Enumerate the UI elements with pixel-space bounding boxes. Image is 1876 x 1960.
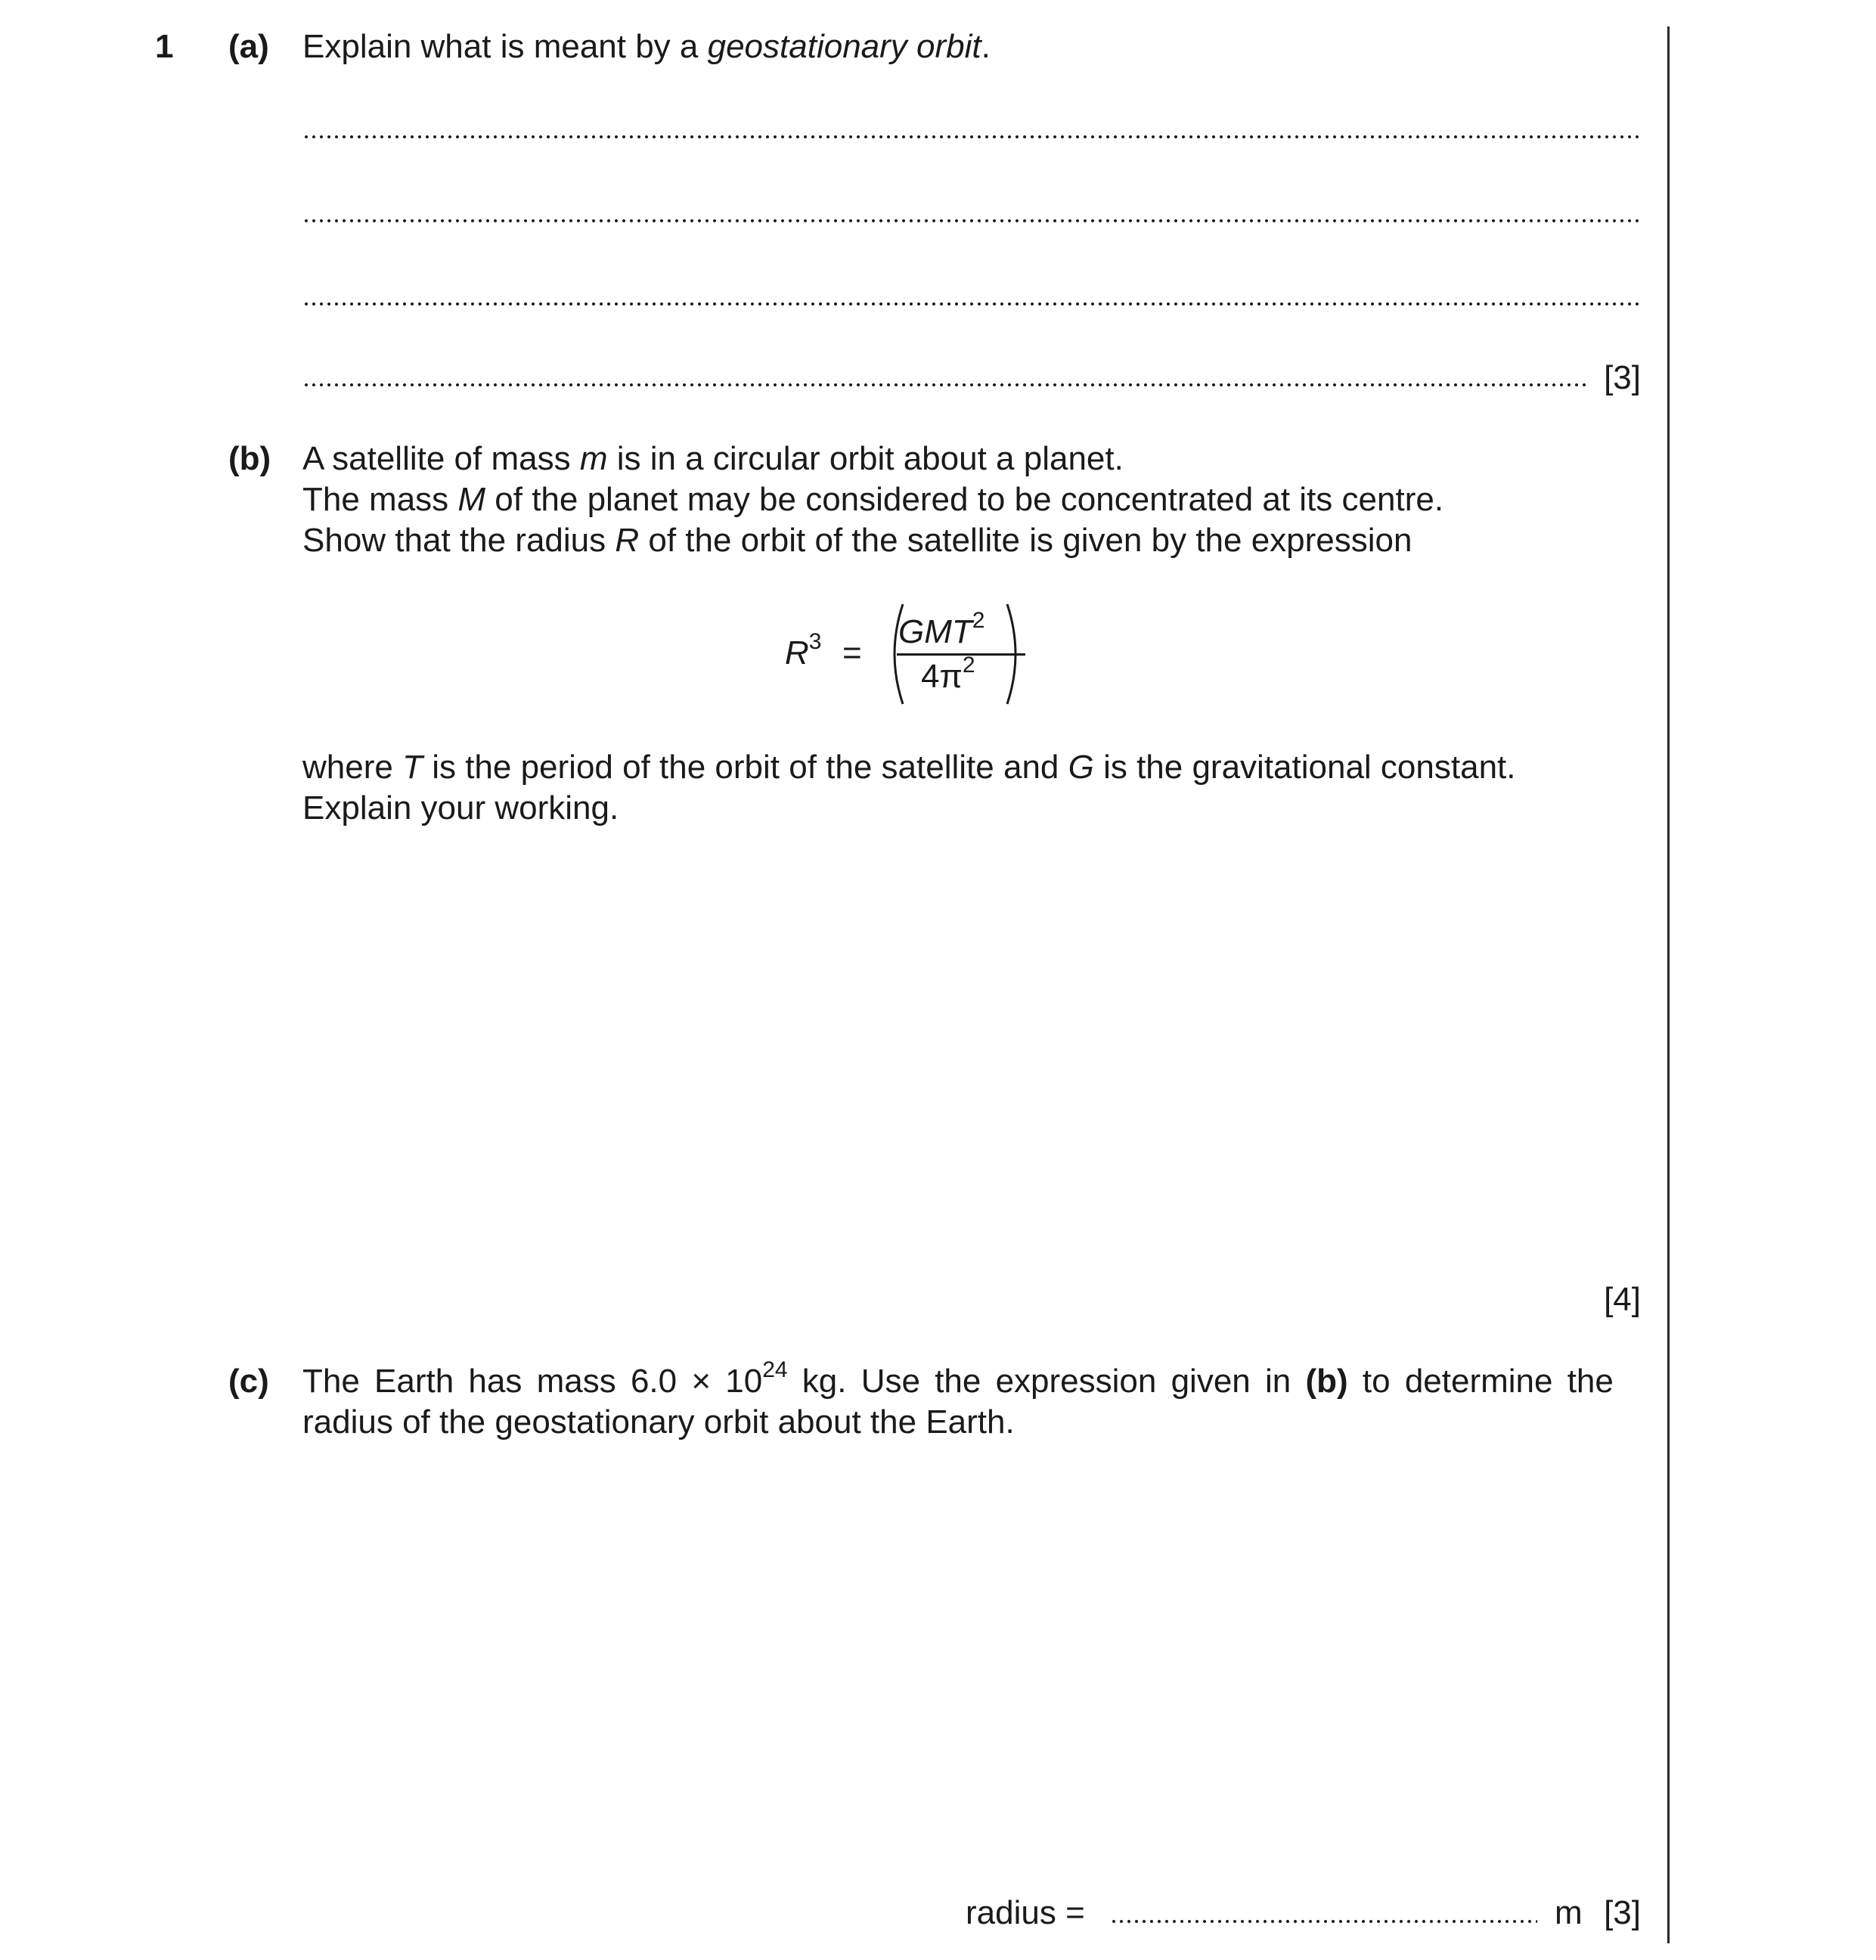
part-a-prompt (302, 26, 991, 67)
part-c-line-1-mid: kg. Use the expression given in (787, 1363, 1306, 1400)
var-R: R (615, 522, 640, 559)
right-paren-icon (1003, 601, 1025, 707)
formula-denominator-text: 4π (921, 658, 963, 695)
answer-unit: m (1555, 1894, 1583, 1931)
orbit-radius-formula (785, 601, 1027, 707)
part-c-ref: (b) (1305, 1363, 1348, 1400)
part-c-line-1-post: to determine the (1347, 1363, 1614, 1400)
working-space-c[interactable] (302, 1459, 1641, 1883)
part-b-line-4-post: is the gravitational constant. (1093, 749, 1516, 786)
part-b-line-4-pre: where (302, 749, 403, 786)
part-b-line-3 (302, 520, 1412, 561)
part-b-line-1-pre: A satellite of mass (302, 440, 580, 477)
working-space-b[interactable] (302, 839, 1641, 1263)
answer-line-a-3[interactable] (302, 302, 1639, 306)
var-T: T (402, 749, 423, 786)
part-c-marks: [3] (1604, 1894, 1641, 1931)
answer-line-a-2[interactable] (302, 219, 1639, 223)
part-a-marks: [3] (1604, 359, 1641, 396)
formula-numerator-exp: 2 (972, 608, 985, 634)
var-m: m (579, 440, 608, 477)
part-b-line-4 (302, 747, 1516, 788)
part-b-line-2 (302, 479, 1443, 520)
part-b-line-5: Explain your working. (302, 789, 619, 826)
part-a-label: (a) (228, 28, 269, 65)
part-b-label: (b) (228, 440, 271, 477)
part-c-line-1-pre: The Earth has mass 6.0 × 10 (302, 1363, 763, 1400)
part-b-line-1-post: is in a circular orbit about a planet. (607, 440, 1124, 477)
part-b-line-1 (302, 439, 1124, 479)
formula-lhs-var: R (785, 634, 809, 671)
var-M: M (457, 481, 486, 518)
part-a-text-post: . (981, 28, 991, 65)
formula-lhs (785, 629, 822, 674)
formula-lhs-exp: 3 (808, 629, 822, 655)
answer-line-a-1[interactable] (302, 135, 1639, 139)
part-c-label: (c) (228, 1363, 269, 1400)
part-a-term: geostationary orbit (707, 28, 981, 65)
part-a-text-pre: Explain what is meant by a (302, 28, 708, 65)
part-c-line-1 (302, 1357, 1614, 1402)
part-b-line-3-pre: Show that the radius (302, 522, 616, 559)
formula-equals: = (842, 634, 862, 671)
part-b-line-3-post: of the orbit of the satellite is given by the expression (639, 522, 1412, 559)
margin-line (1667, 26, 1670, 1943)
part-c-line-2: radius of the geostationary orbit about the Earth. (302, 1403, 1015, 1441)
part-c-exp: 24 (762, 1357, 788, 1383)
answer-label: radius = (966, 1894, 1085, 1931)
formula-denominator-exp: 2 (962, 653, 975, 678)
question-number: 1 (155, 28, 174, 65)
part-b-line-4-mid: is the period of the orbit of the satellite and (422, 749, 1068, 786)
part-b-line-2-post: of the planet may be considered to be concentrated at its centre. (485, 481, 1444, 518)
formula-numerator-text: GMT (898, 613, 972, 650)
answer-line-a-4[interactable] (302, 383, 1588, 387)
part-b-marks: [4] (1604, 1281, 1641, 1318)
var-G: G (1068, 749, 1094, 786)
part-b-line-2-pre: The mass (302, 481, 458, 518)
formula-denominator (921, 653, 975, 696)
formula-numerator (898, 608, 985, 651)
answer-line-c[interactable] (1110, 1919, 1537, 1924)
